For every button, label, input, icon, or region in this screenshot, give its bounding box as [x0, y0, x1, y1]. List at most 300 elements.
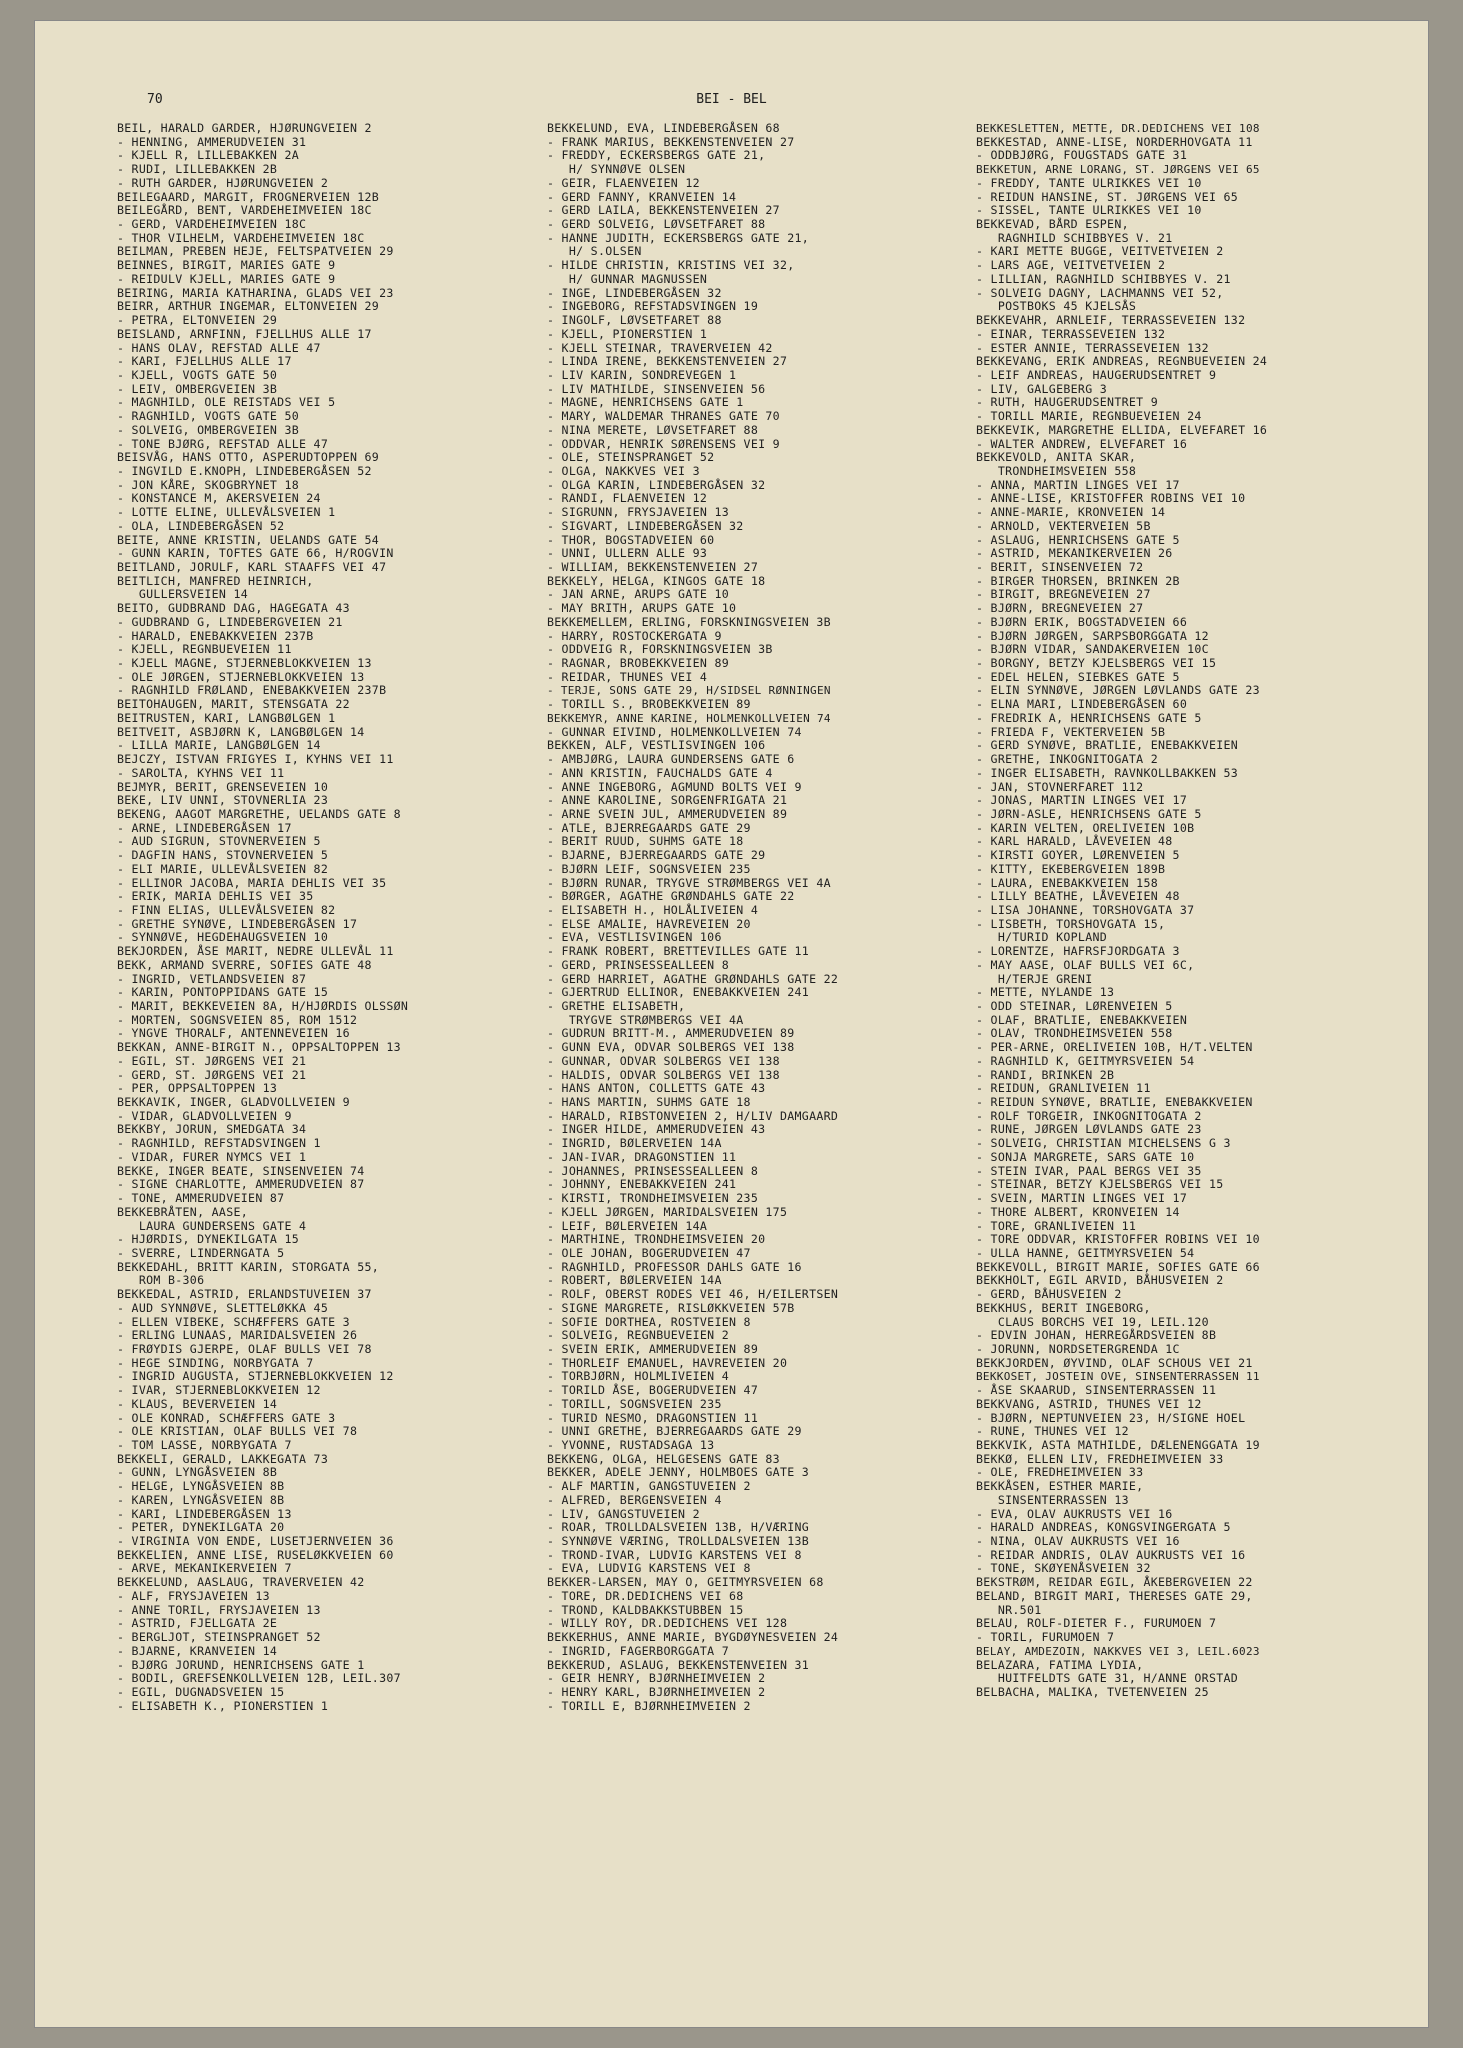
directory-entry: - THOR VILHELM, VARDEHEIMVEIEN 18C: [117, 230, 365, 245]
directory-entry: - LORENTZE, HAFRSFJORDGATA 3: [976, 944, 1180, 959]
directory-entry: - RUTH, HAUGERUDSENTRET 9: [976, 395, 1159, 410]
directory-entry: - HEGE SINDING, NORBYGATA 7: [117, 1355, 314, 1370]
directory-entry: CLAUS BORCHS VEI 19, LEIL.120: [976, 1314, 1209, 1329]
directory-entry: - METTE, NYLANDE 13: [976, 985, 1115, 1000]
directory-entry: BEKKHOLT, EGIL ARVID, BÅHUSVEIEN 2: [976, 1273, 1224, 1288]
directory-entry: BEKKELUND, EVA, LINDEBERGÅSEN 68: [547, 121, 780, 135]
directory-entry: - THOR, BOGSTADVEIEN 60: [547, 532, 715, 547]
directory-entry: - TORILL E, BJØRNHEIMVEIEN 2: [547, 1698, 751, 1713]
directory-entry: - BIRGER THORSEN, BRINKEN 2B: [976, 573, 1180, 588]
directory-page: [34, 20, 1429, 2028]
directory-entry: - GERD, VARDEHEIMVEIEN 18C: [117, 217, 307, 232]
directory-entry: - BIRGIT, BREGNEVEIEN 27: [976, 587, 1151, 602]
directory-entry: - ELIN SYNNØVE, JØRGEN LØVLANDS GATE 23: [976, 683, 1260, 698]
directory-entry: LAURA GUNDERSENS GATE 4: [117, 1218, 307, 1233]
directory-entry: BEKKER-LARSEN, MAY O, GEITMYRSVEIEN 68: [547, 1575, 824, 1590]
directory-entry: - THORE ALBERT, KRONVEIEN 14: [976, 1204, 1180, 1219]
directory-entry: - SVEIN, MARTIN LINGES VEI 17: [976, 1191, 1188, 1206]
directory-entry: - BJARNE, BJERREGAARDS GATE 29: [547, 848, 766, 863]
directory-entry: - UNNI GRETHE, BJERREGAARDS GATE 29: [547, 1424, 802, 1439]
directory-entry: - MAGNE, HENRICHSENS GATE 1: [547, 395, 744, 410]
directory-entry: BEKKBY, JORUN, SMEDGATA 34: [117, 1122, 307, 1137]
directory-entry: BEKKEDAL, ASTRID, ERLANDSTUVEIEN 37: [117, 1287, 372, 1302]
directory-entry: BEKKJORDEN, ØYVIND, OLAF SCHOUS VEI 21: [976, 1355, 1253, 1370]
directory-entry: - RAGNAR, BROBEKKVEIEN 89: [547, 656, 730, 671]
directory-entry: - TROND-IVAR, LUDVIG KARSTENS VEI 8: [547, 1547, 802, 1562]
directory-entry: - JOHNNY, ENEBAKKVEIEN 241: [547, 1177, 737, 1192]
directory-entry: - GUDRUN BRITT-M., AMMERUDVEIEN 89: [547, 1026, 795, 1041]
directory-entry: - REIDUN HANSINE, ST. JØRGENS VEI 65: [976, 189, 1239, 204]
directory-entry: RAGNHILD SCHIBBYES V. 21: [976, 230, 1173, 245]
directory-entry: - ERLING LUNAAS, MARIDALSVEIEN 26: [117, 1328, 358, 1343]
directory-entry: - PETRA, ELTONVEIEN 29: [117, 313, 278, 328]
directory-entry: - ODDVAR, HENRIK SØRENSENS VEI 9: [547, 436, 780, 451]
directory-entry: - GERD SYNØVE, BRATLIE, ENEBAKKVEIEN: [976, 738, 1239, 753]
directory-entry: - SIGNE CHARLOTTE, AMMERUDVEIEN 87: [117, 1177, 365, 1192]
directory-entry: BEKKELIEN, ANNE LISE, RUSELØKKVEIEN 60: [117, 1547, 394, 1562]
directory-entry: BEKKAN, ANNE-BIRGIT N., OPPSALTOPPEN 13: [117, 1040, 401, 1055]
directory-entry: BEKE, LIV UNNI, STOVNERLIA 23: [117, 793, 329, 808]
directory-entry: BEIRING, MARIA KATHARINA, GLADS VEI 23: [117, 285, 394, 300]
directory-entry: - SYNNØVE VÆRING, TROLLDALSVEIEN 13B: [547, 1534, 810, 1549]
directory-entry: BELAU, ROLF-DIETER F., FURUMOEN 7: [976, 1616, 1217, 1631]
directory-entry: - AUD SIGRUN, STOVNERVEIEN 5: [117, 834, 321, 849]
directory-entry: - HALDIS, ODVAR SOLBERGS VEI 138: [547, 1067, 780, 1082]
directory-entry: - REIDUN, GRANLIVEIEN 11: [976, 1081, 1151, 1096]
directory-entry: BEITRUSTEN, KARI, LANGBØLGEN 1: [117, 710, 336, 725]
directory-entry: - JAN ARNE, ARUPS GATE 10: [547, 587, 730, 602]
directory-entry: BEKKOSET, JOSTEIN OVE, SINSENTERRASSEN 11: [976, 1370, 1260, 1384]
directory-entry: - SOLVEIG DAGNY, LACHMANNS VEI 52,: [976, 285, 1224, 300]
directory-entry: - BERIT RUUD, SUHMS GATE 18: [547, 834, 744, 849]
directory-entry: - REIDAR ANDRIS, OLAV AUKRUSTS VEI 16: [976, 1547, 1246, 1562]
directory-entry: - SVERRE, LINDERNGATA 5: [117, 1245, 285, 1260]
directory-entry: BEKKEVAHR, ARNLEIF, TERRASSEVEIEN 132: [976, 313, 1246, 328]
directory-entry: BEJMYR, BERIT, GRENSEVEIEN 10: [117, 779, 329, 794]
directory-entry: - GERD, BÅHUSVEIEN 2: [976, 1287, 1122, 1302]
directory-entry: BEKKVIK, ASTA MATHILDE, DÆLENENGGATA 19: [976, 1438, 1260, 1452]
directory-entry: - FRØYDIS GJERPE, OLAF BULLS VEI 78: [117, 1341, 372, 1356]
directory-entry: - TORBJØRN, HOLMLIVEIEN 4: [547, 1369, 730, 1384]
directory-entry: - KARIN, PONTOPPIDANS GATE 15: [117, 985, 329, 1000]
directory-entry: - OLAF, BRATLIE, ENEBAKKVEIEN: [976, 1012, 1188, 1027]
directory-entry: - ARNOLD, VEKTERVEIEN 5B: [976, 518, 1151, 533]
directory-entry: BELAND, BIRGIT MARI, THERESES GATE 29,: [976, 1588, 1253, 1603]
directory-column-3: [976, 122, 1416, 1700]
directory-entry: - TORE, DR.DEDICHENS VEI 68: [547, 1588, 744, 1603]
directory-entry: SINSENTERRASSEN 13: [976, 1492, 1129, 1507]
directory-entry: - NINA MERETE, LØVSETFARET 88: [547, 422, 759, 437]
directory-entry: - RUNE, JØRGEN LØVLANDS GATE 23: [976, 1122, 1202, 1137]
directory-entry: - LEIF ANDREAS, HAUGERUDSENTRET 9: [976, 367, 1217, 382]
directory-entry: - EDEL HELEN, SIEBKES GATE 5: [976, 669, 1180, 684]
directory-entry: BEKKERHUS, ANNE MARIE, BYGDØYNESVEIEN 24: [547, 1630, 839, 1645]
directory-entry: - LISA JOHANNE, TORSHOVGATA 37: [976, 902, 1195, 917]
directory-entry: - ESTER ANNIE, TERRASSEVEIEN 132: [976, 340, 1209, 355]
directory-entry: BEILMAN, PREBEN HEJE, FELTSPATVEIEN 29: [117, 244, 394, 259]
directory-entry: - TORILL, SOGNSVEIEN 235: [547, 1396, 722, 1411]
directory-entry: - TONE, AMMERUDVEIEN 87: [117, 1191, 285, 1206]
directory-entry: - INGRID AUGUSTA, STJERNEBLOKKVEIEN 12: [117, 1369, 394, 1384]
directory-entry: - ANNA, MARTIN LINGES VEI 17: [976, 477, 1180, 492]
directory-entry: - KITTY, EKEBERGVEIEN 189B: [976, 861, 1166, 876]
directory-entry: - LARS AGE, VEITVETVEIEN 2: [976, 258, 1166, 273]
directory-entry: BEKKETUN, ARNE LORANG, ST. JØRGENS VEI 65: [976, 163, 1260, 177]
directory-entry: POSTBOKS 45 KJELSÅS: [976, 299, 1137, 314]
directory-entry: - GERD FANNY, KRANVEIEN 14: [547, 189, 737, 204]
directory-entry: - KIRSTI GOYER, LØRENVEIEN 5: [976, 848, 1180, 863]
directory-entry: - BODIL, GREFSENKOLLVEIEN 12B, LEIL.307: [117, 1671, 401, 1686]
directory-entry: - EVA, OLAV AUKRUSTS VEI 16: [976, 1506, 1173, 1521]
directory-entry: - TONE BJØRG, REFSTAD ALLE 47: [117, 436, 329, 451]
directory-entry: - ELLEN VIBEKE, SCHÆFFERS GATE 3: [117, 1314, 350, 1329]
directory-entry: - INGRID, FAGERBORGGATA 7: [547, 1643, 730, 1658]
directory-entry: - KJELL, VOGTS GATE 50: [117, 367, 278, 382]
directory-entry: - BJØRN VIDAR, SANDAKERVEIEN 10C: [976, 642, 1209, 657]
directory-entry: - OLE KONRAD, SCHÆFFERS GATE 3: [117, 1410, 336, 1425]
directory-entry: - FREDDY, TANTE ULRIKKES VEI 10: [976, 175, 1202, 190]
directory-entry: - VIDAR, GLADVOLLVEIEN 9: [117, 1108, 292, 1123]
directory-entry: BEILEGÅRD, BENT, VARDEHEIMVEIEN 18C: [117, 203, 372, 218]
directory-entry: - JONAS, MARTIN LINGES VEI 17: [976, 793, 1188, 808]
directory-entry: - JAN, STOVNERFARET 112: [976, 779, 1144, 794]
directory-entry: - ÅSE SKAARUD, SINSENTERRASSEN 11: [976, 1383, 1217, 1398]
directory-entry: - GUNN, LYNGÅSVEIEN 8B: [117, 1465, 278, 1480]
directory-entry: - GERD SOLVEIG, LØVSETFARET 88: [547, 217, 766, 232]
directory-entry: - KJELL STEINAR, TRAVERVEIEN 42: [547, 340, 773, 355]
directory-entry: - RANDI, FLAENVEIEN 12: [547, 491, 708, 506]
directory-entry: BEKKESLETTEN, METTE, DR.DEDICHENS VEI 108: [976, 122, 1260, 135]
directory-entry: - VIDAR, FURER NYMCS VEI 1: [117, 1149, 307, 1164]
directory-entry: - ELSE AMALIE, HAVREVEIEN 20: [547, 916, 751, 931]
directory-entry: - ALF MARTIN, GANGSTUVEIEN 2: [547, 1479, 751, 1494]
directory-entry: - EVA, VESTLISVINGEN 106: [547, 930, 722, 945]
directory-entry: - HARRY, ROSTOCKERGATA 9: [547, 628, 722, 643]
directory-entry: - TORIL, FURUMOEN 7: [976, 1630, 1115, 1645]
directory-entry: - KLAUS, BEVERVEIEN 14: [117, 1396, 278, 1411]
directory-entry: - JORUNN, NORDSETERGRENDA 1C: [976, 1341, 1180, 1356]
directory-entry: - GRETHE ELISABETH,: [547, 999, 686, 1013]
directory-entry: BEKKHUS, BERIT INGEBORG,: [976, 1300, 1151, 1315]
directory-entry: - INGER HILDE, AMMERUDVEIEN 43: [547, 1122, 766, 1137]
directory-entry: - OLGA KARIN, LINDEBERGÅSEN 32: [547, 477, 766, 492]
directory-entry: - LOTTE ELINE, ULLEVÅLSVEIEN 1: [117, 505, 336, 520]
directory-entry: - ODDBJØRG, FOUGSTADS GATE 31: [976, 148, 1188, 163]
directory-entry: - BJØRG JORUND, HENRICHSENS GATE 1: [117, 1657, 365, 1672]
directory-entry: - GRETHE SYNØVE, LINDEBERGÅSEN 17: [117, 916, 358, 931]
directory-entry: BEKKEMELLEM, ERLING, FORSKNINGSVEIEN 3B: [547, 614, 831, 629]
directory-entry: - SYNNØVE, HEGDEHAUGSVEIEN 10: [117, 930, 329, 945]
directory-entry: NR.501: [976, 1602, 1042, 1617]
directory-entry: - TORE ODDVAR, KRISTOFFER ROBINS VEI 10: [976, 1232, 1260, 1247]
directory-entry: - TOM LASSE, NORBYGATA 7: [117, 1438, 292, 1452]
directory-entry: BEJCZY, ISTVAN FRIGYES I, KYHNS VEI 11: [117, 752, 394, 767]
directory-entry: - RAGNHILD, VOGTS GATE 50: [117, 409, 300, 424]
directory-entry: - ROAR, TROLLDALSVEIEN 13B, H/VÆRING: [547, 1520, 810, 1535]
directory-entry: - RANDI, BRINKEN 2B: [976, 1067, 1115, 1082]
directory-entry: GULLERSVEIEN 14: [117, 587, 249, 602]
directory-entry: - MORTEN, SOGNSVEIEN 85, ROM 1512: [117, 1012, 358, 1027]
directory-entry: - HANS MARTIN, SUHMS GATE 18: [547, 1095, 751, 1110]
directory-entry: - BJØRN JØRGEN, SARPSBORGGATA 12: [976, 628, 1209, 643]
directory-column-2: [547, 122, 987, 1713]
directory-entry: - GJERTRUD ELLINOR, ENEBAKKVEIEN 241: [547, 985, 810, 1000]
directory-entry: - EVA, LUDVIG KARSTENS VEI 8: [547, 1561, 751, 1576]
directory-entry: - INGE, LINDEBERGÅSEN 32: [547, 285, 722, 300]
directory-entry: - HARALD, RIBSTONVEIEN 2, H/LIV DAMGAARD: [547, 1108, 839, 1123]
directory-entry: - GUDBRAND G, LINDEBERGVEIEN 21: [117, 614, 343, 629]
directory-entry: H/TERJE GRENI: [976, 971, 1093, 986]
directory-entry: - IVAR, STJERNEBLOKKVEIEN 12: [117, 1383, 321, 1398]
directory-entry: - SIGNE MARGRETE, RISLØKKVEIEN 57B: [547, 1300, 795, 1315]
directory-entry: BEITVEIT, ASBJØRN K, LANGBØLGEN 14: [117, 724, 365, 739]
directory-entry: - KIRSTI, TRONDHEIMSVEIEN 235: [547, 1191, 759, 1206]
directory-entry: - BJØRN, NEPTUNVEIEN 23, H/SIGNE HOEL: [976, 1410, 1246, 1425]
directory-entry: - INGRID, VETLANDSVEIEN 87: [117, 971, 307, 986]
directory-entry: BEKKELY, HELGA, KINGOS GATE 18: [547, 573, 766, 588]
directory-entry: - OLGA, NAKKVES VEI 3: [547, 463, 700, 478]
directory-entry: H/TURID KOPLAND: [976, 930, 1108, 945]
directory-entry: - LIV KARIN, SONDREVEGEN 1: [547, 367, 737, 382]
directory-entry: - ALFRED, BERGENSVEIEN 4: [547, 1492, 722, 1507]
directory-entry: BEIL, HARALD GARDER, HJØRUNGVEIEN 2: [117, 121, 372, 135]
directory-entry: TRONDHEIMSVEIEN 558: [976, 463, 1137, 478]
directory-entry: - ANNE-MARIE, KRONVEIEN 14: [976, 505, 1166, 520]
directory-entry: - SOLVEIG, REGNBUEVEIEN 2: [547, 1328, 730, 1343]
directory-entry: - OLA, LINDEBERGÅSEN 52: [117, 518, 285, 533]
directory-entry: BEKKESTAD, ANNE-LISE, NORDERHOVGATA 11: [976, 134, 1253, 149]
directory-entry: BEKKERUD, ASLAUG, BEKKENSTENVEIEN 31: [547, 1657, 810, 1672]
directory-entry: - RAGNHILD FRØLAND, ENEBAKKVEIEN 237B: [117, 683, 387, 698]
directory-entry: - MARY, WALDEMAR THRANES GATE 70: [547, 409, 780, 424]
directory-entry: H/ SYNNØVE OLSEN: [547, 162, 686, 177]
directory-entry: - KJELL R, LILLEBAKKEN 2A: [117, 148, 300, 163]
directory-entry: - ELLINOR JACOBA, MARIA DEHLIS VEI 35: [117, 875, 387, 890]
directory-entry: - LIV, GANGSTUVEIEN 2: [547, 1506, 700, 1521]
directory-entry: HUITFELDTS GATE 31, H/ANNE ORSTAD: [976, 1671, 1239, 1686]
directory-entry: - ARVE, MEKANIKERVEIEN 7: [117, 1561, 292, 1576]
directory-entry: - ANNE-LISE, KRISTOFFER ROBINS VEI 10: [976, 491, 1246, 506]
directory-entry: TRYGVE STRØMBERGS VEI 4A: [547, 1012, 744, 1027]
directory-entry: - ODD STEINAR, LØRENVEIEN 5: [976, 999, 1173, 1013]
directory-entry: BEISLAND, ARNFINN, FJELLHUS ALLE 17: [117, 326, 372, 341]
directory-entry: BEKK, ARMAND SVERRE, SOFIES GATE 48: [117, 957, 372, 972]
directory-entry: BEKKEVOLL, BIRGIT MARIE, SOFIES GATE 66: [976, 1259, 1260, 1274]
directory-entry: - GERD LAILA, BEKKENSTENVEIEN 27: [547, 203, 780, 218]
directory-entry: - AMBJØRG, LAURA GUNDERSENS GATE 6: [547, 752, 795, 767]
directory-entry: BEKKEVAD, BÅRD ESPEN,: [976, 217, 1129, 232]
directory-entry: - BERGLJOT, STEINSPRANGET 52: [117, 1630, 321, 1645]
directory-entry: BEKKEVOLD, ANITA SKAR,: [976, 450, 1137, 465]
directory-entry: - INGVILD E.KNOPH, LINDEBERGÅSEN 52: [117, 463, 372, 478]
directory-entry: - TONE, SKØYENÅSVEIEN 32: [976, 1561, 1151, 1576]
directory-entry: - TERJE, SONS GATE 29, H/SIDSEL RØNNINGEN: [547, 684, 831, 698]
directory-entry: BEKKEN, ALF, VESTLISVINGEN 106: [547, 738, 766, 753]
directory-column-1: [117, 122, 557, 1713]
directory-entry: - WILLY ROY, DR.DEDICHENS VEI 128: [547, 1616, 788, 1631]
directory-entry: - ROLF, OBERST RODES VEI 46, H/EILERTSEN: [547, 1287, 839, 1302]
directory-entry: - RAGNHILD K, GEITMYRSVEIEN 54: [976, 1053, 1195, 1068]
directory-entry: - ANNE KAROLINE, SORGENFRIGATA 21: [547, 793, 788, 808]
directory-entry: - ULLA HANNE, GEITMYRSVEIEN 54: [976, 1245, 1195, 1260]
directory-entry: - INGEBORG, REFSTADSVINGEN 19: [547, 299, 759, 314]
directory-entry: - ANNE TORIL, FRYSJAVEIEN 13: [117, 1602, 321, 1617]
directory-entry: - OLE KRISTIAN, OLAF BULLS VEI 78: [117, 1424, 358, 1439]
directory-entry: - ATLE, BJERREGAARDS GATE 29: [547, 820, 751, 835]
directory-entry: - LILLA MARIE, LANGBØLGEN 14: [117, 738, 321, 753]
directory-entry: BEITLICH, MANFRED HEINRICH,: [117, 573, 314, 588]
directory-entry: BEKENG, AAGOT MARGRETHE, UELANDS GATE 8: [117, 806, 401, 821]
directory-entry: - KARIN VELTEN, ORELIVEIEN 10B: [976, 820, 1195, 835]
directory-entry: - RUNE, THUNES VEI 12: [976, 1424, 1129, 1439]
directory-entry: - KJELL JØRGEN, MARIDALSVEIEN 175: [547, 1204, 788, 1219]
directory-entry: - BJØRN ERIK, BOGSTADVEIEN 66: [976, 614, 1188, 629]
name-range: BEI - BEL: [696, 92, 767, 107]
directory-entry: BEKSTRØM, REIDAR EGIL, ÅKEBERGVEIEN 22: [976, 1575, 1253, 1590]
directory-entry: - KARI, FJELLHUS ALLE 17: [117, 354, 292, 369]
directory-entry: - EGIL, ST. JØRGENS VEI 21: [117, 1053, 307, 1068]
directory-entry: - OLAV, TRONDHEIMSVEIEN 558: [976, 1026, 1173, 1041]
directory-entry: - REIDAR, THUNES VEI 4: [547, 669, 708, 684]
directory-entry: - WALTER ANDREW, ELVEFARET 16: [976, 436, 1188, 451]
directory-entry: - GUNNAR, ODVAR SOLBERGS VEI 138: [547, 1053, 780, 1068]
directory-entry: - SVEIN ERIK, AMMERUDVEIEN 89: [547, 1341, 759, 1356]
directory-entry: - PER-ARNE, ORELIVEIEN 10B, H/T.VELTEN: [976, 1040, 1253, 1055]
directory-entry: - HENNING, AMMERUDVEIEN 31: [117, 134, 307, 149]
directory-entry: BEILEGAARD, MARGIT, FROGNERVEIEN 12B: [117, 189, 380, 204]
directory-entry: - TORILL MARIE, REGNBUEVEIEN 24: [976, 409, 1202, 424]
directory-entry: - REIDUN SYNØVE, BRATLIE, ENEBAKKVEIEN: [976, 1095, 1253, 1110]
directory-entry: - DAGFIN HANS, STOVNERVEIEN 5: [117, 848, 329, 863]
directory-entry: - FRANK ROBERT, BRETTEVILLES GATE 11: [547, 944, 810, 959]
directory-entry: - JON KÅRE, SKOGBRYNET 18: [117, 477, 300, 492]
directory-entry: BEKJORDEN, ÅSE MARIT, NEDRE ULLEVÅL 11: [117, 944, 394, 959]
directory-entry: BEKKEDAHL, BRITT KARIN, STORGATA 55,: [117, 1259, 380, 1274]
directory-entry: - ELISABETH H., HOLÅLIVEIEN 4: [547, 902, 759, 917]
directory-entry: - OLE JØRGEN, STJERNEBLOKKVEIEN 13: [117, 669, 365, 684]
directory-entry: - JAN-IVAR, DRAGONSTIEN 11: [547, 1149, 737, 1164]
directory-entry: - WILLIAM, BEKKENSTENVEIEN 27: [547, 560, 759, 574]
directory-entry: - GERD, PRINSESSEALLEEN 8: [547, 957, 730, 972]
directory-entry: - EGIL, DUGNADSVEIEN 15: [117, 1684, 285, 1699]
directory-entry: - ASTRID, FJELLGATA 2E: [117, 1616, 278, 1631]
directory-entry: - RAGNHILD, PROFESSOR DAHLS GATE 16: [547, 1259, 802, 1274]
directory-entry: - HILDE CHRISTIN, KRISTINS VEI 32,: [547, 258, 795, 273]
directory-entry: - FRANK MARIUS, BEKKENSTENVEIEN 27: [547, 134, 795, 149]
directory-entry: BEKKE, INGER BEATE, SINSENVEIEN 74: [117, 1163, 365, 1178]
page-number: 70: [147, 92, 163, 107]
directory-entry: - ELISABETH K., PIONERSTIEN 1: [117, 1698, 329, 1713]
directory-entry: - JØRN-ASLE, HENRICHSENS GATE 5: [976, 806, 1202, 821]
directory-entry: BEKKVANG, ASTRID, THUNES VEI 12: [976, 1396, 1202, 1411]
directory-entry: BEISVÅG, HANS OTTO, ASPERUDTOPPEN 69: [117, 450, 380, 465]
directory-entry: - EINAR, TERRASSEVEIEN 132: [976, 326, 1166, 341]
directory-entry: - MAY BRITH, ARUPS GATE 10: [547, 601, 737, 616]
directory-entry: BELBACHA, MALIKA, TVETENVEIEN 25: [976, 1684, 1209, 1699]
directory-entry: - ELNA MARI, LINDEBERGÅSEN 60: [976, 697, 1188, 712]
directory-entry: - FREDDY, ECKERSBERGS GATE 21,: [547, 148, 766, 163]
directory-entry: - VIRGINIA VON ENDE, LUSETJERNVEIEN 36: [117, 1534, 394, 1549]
directory-entry: - ANN KRISTIN, FAUCHALDS GATE 4: [547, 765, 773, 780]
directory-entry: BEKKELI, GERALD, LAKKEGATA 73: [117, 1451, 329, 1466]
directory-entry: - SONJA MARGRETE, SARS GATE 10: [976, 1149, 1195, 1164]
directory-entry: BEKKER, ADELE JENNY, HOLMBOES GATE 3: [547, 1465, 810, 1480]
directory-entry: - HANS OLAV, REFSTAD ALLE 47: [117, 340, 321, 355]
directory-entry: BEKKAVIK, INGER, GLADVOLLVEIEN 9: [117, 1095, 350, 1110]
directory-entry: - RUTH GARDER, HJØRUNGVEIEN 2: [117, 175, 329, 190]
directory-entry: - OLE JOHAN, BOGERUDVEIEN 47: [547, 1245, 751, 1260]
directory-entry: - LISBETH, TORSHOVGATA 15,: [976, 916, 1166, 931]
directory-entry: - BJØRN LEIF, SOGNSVEIEN 235: [547, 861, 751, 876]
directory-entry: - SIGRUNN, FRYSJAVEIEN 13: [547, 505, 730, 520]
directory-entry: BEINNES, BIRGIT, MARIES GATE 9: [117, 258, 336, 273]
directory-entry: - KARI METTE BUGGE, VEITVETVEIEN 2: [976, 244, 1224, 259]
directory-entry: - AUD SYNNØVE, SLETTELØKKA 45: [117, 1300, 329, 1315]
directory-entry: - LINDA IRENE, BEKKENSTENVEIEN 27: [547, 354, 788, 369]
directory-entry: H/ S.OLSEN: [547, 244, 642, 259]
directory-entry: - GRETHE, INKOGNITOGATA 2: [976, 752, 1159, 767]
directory-entry: - INGOLF, LØVSETFARET 88: [547, 313, 722, 328]
directory-entry: - KARI, LINDEBERGÅSEN 13: [117, 1506, 292, 1521]
directory-entry: - GERD HARRIET, AGATHE GRØNDAHLS GATE 22: [547, 971, 839, 986]
directory-entry: - LEIV, OMBERGVEIEN 3B: [117, 381, 278, 396]
directory-entry: - MAGNHILD, OLE REISTADS VEI 5: [117, 395, 336, 410]
directory-entry: - HENRY KARL, BJØRNHEIMVEIEN 2: [547, 1684, 766, 1699]
directory-entry: - TROND, KALDBAKKSTUBBEN 15: [547, 1602, 744, 1617]
directory-entry: - THORLEIF EMANUEL, HAVREVEIEN 20: [547, 1355, 788, 1370]
directory-entry: - GUNN KARIN, TOFTES GATE 66, H/ROGVIN: [117, 546, 394, 561]
directory-entry: - NINA, OLAV AUKRUSTS VEI 16: [976, 1534, 1180, 1549]
directory-entry: - LEIF, BØLERVEIEN 14A: [547, 1218, 708, 1233]
directory-entry: - LILLY BEATHE, LÅVEVEIEN 48: [976, 889, 1180, 904]
directory-entry: - LIV, GALGEBERG 3: [976, 381, 1108, 396]
directory-entry: - KJELL, PIONERSTIEN 1: [547, 326, 708, 341]
directory-entry: - GUNN EVA, ODVAR SOLBERGS VEI 138: [547, 1040, 795, 1055]
directory-entry: - BERIT, SINSENVEIEN 72: [976, 560, 1144, 574]
directory-entry: - PER, OPPSALTOPPEN 13: [117, 1081, 278, 1096]
directory-entry: - ASLAUG, HENRICHSENS GATE 5: [976, 532, 1180, 547]
directory-entry: - ELI MARIE, ULLEVÅLSVEIEN 82: [117, 861, 329, 876]
directory-entry: - OLE, FREDHEIMVEIEN 33: [976, 1465, 1144, 1480]
directory-entry: BEKKELUND, AASLAUG, TRAVERVEIEN 42: [117, 1575, 365, 1590]
directory-entry: BELAY, AMDEZOIN, NAKKVES VEI 3, LEIL.6023: [976, 1644, 1260, 1658]
directory-entry: - INGRID, BØLERVEIEN 14A: [547, 1136, 722, 1151]
directory-entry: - SOLVEIG, CHRISTIAN MICHELSENS G 3: [976, 1136, 1231, 1151]
directory-entry: - PETER, DYNEKILGATA 20: [117, 1520, 285, 1535]
directory-entry: - BJØRN, BREGNEVEIEN 27: [976, 601, 1144, 616]
directory-entry: - ASTRID, MEKANIKERVEIEN 26: [976, 546, 1173, 561]
directory-entry: BEKKEVANG, ERIK ANDREAS, REGNBUEVEIEN 24: [976, 354, 1268, 369]
directory-entry: - MARIT, BEKKEVEIEN 8A, H/HJØRDIS OLSSØN: [117, 999, 409, 1013]
directory-entry: - TORILL S., BROBEKKVEIEN 89: [547, 697, 751, 712]
directory-entry: - STEINAR, BETZY KJELSBERGS VEI 15: [976, 1177, 1224, 1192]
directory-entry: - ROBERT, BØLERVEIEN 14A: [547, 1273, 722, 1288]
directory-entry: - SIGVART, LINDEBERGÅSEN 32: [547, 518, 744, 533]
directory-entry: - ARNE SVEIN JUL, AMMERUDVEIEN 89: [547, 806, 788, 821]
directory-entry: - RUDI, LILLEBAKKEN 2B: [117, 162, 278, 177]
directory-entry: - SOLVEIG, OMBERGVEIEN 3B: [117, 422, 300, 437]
directory-entry: BEITLAND, JORULF, KARL STAAFFS VEI 47: [117, 560, 387, 574]
directory-entry: BEKKEMYR, ANNE KARINE, HOLMENKOLLVEIEN 74: [547, 711, 831, 725]
directory-entry: - YNGVE THORALF, ANTENNEVEIEN 16: [117, 1026, 350, 1041]
directory-entry: - KJELL, REGNBUEVEIEN 11: [117, 642, 292, 657]
directory-entry: H/ GUNNAR MAGNUSSEN: [547, 271, 708, 286]
directory-entry: - HARALD ANDREAS, KONGSVINGERGATA 5: [976, 1520, 1231, 1535]
directory-entry: - BORGNY, BETZY KJELSBERGS VEI 15: [976, 656, 1217, 671]
directory-entry: - STEIN IVAR, PAAL BERGS VEI 35: [976, 1163, 1202, 1178]
directory-entry: - FINN ELIAS, ULLEVÅLSVEIEN 82: [117, 902, 336, 917]
directory-entry: - ALF, FRYSJAVEIEN 13: [117, 1588, 270, 1603]
